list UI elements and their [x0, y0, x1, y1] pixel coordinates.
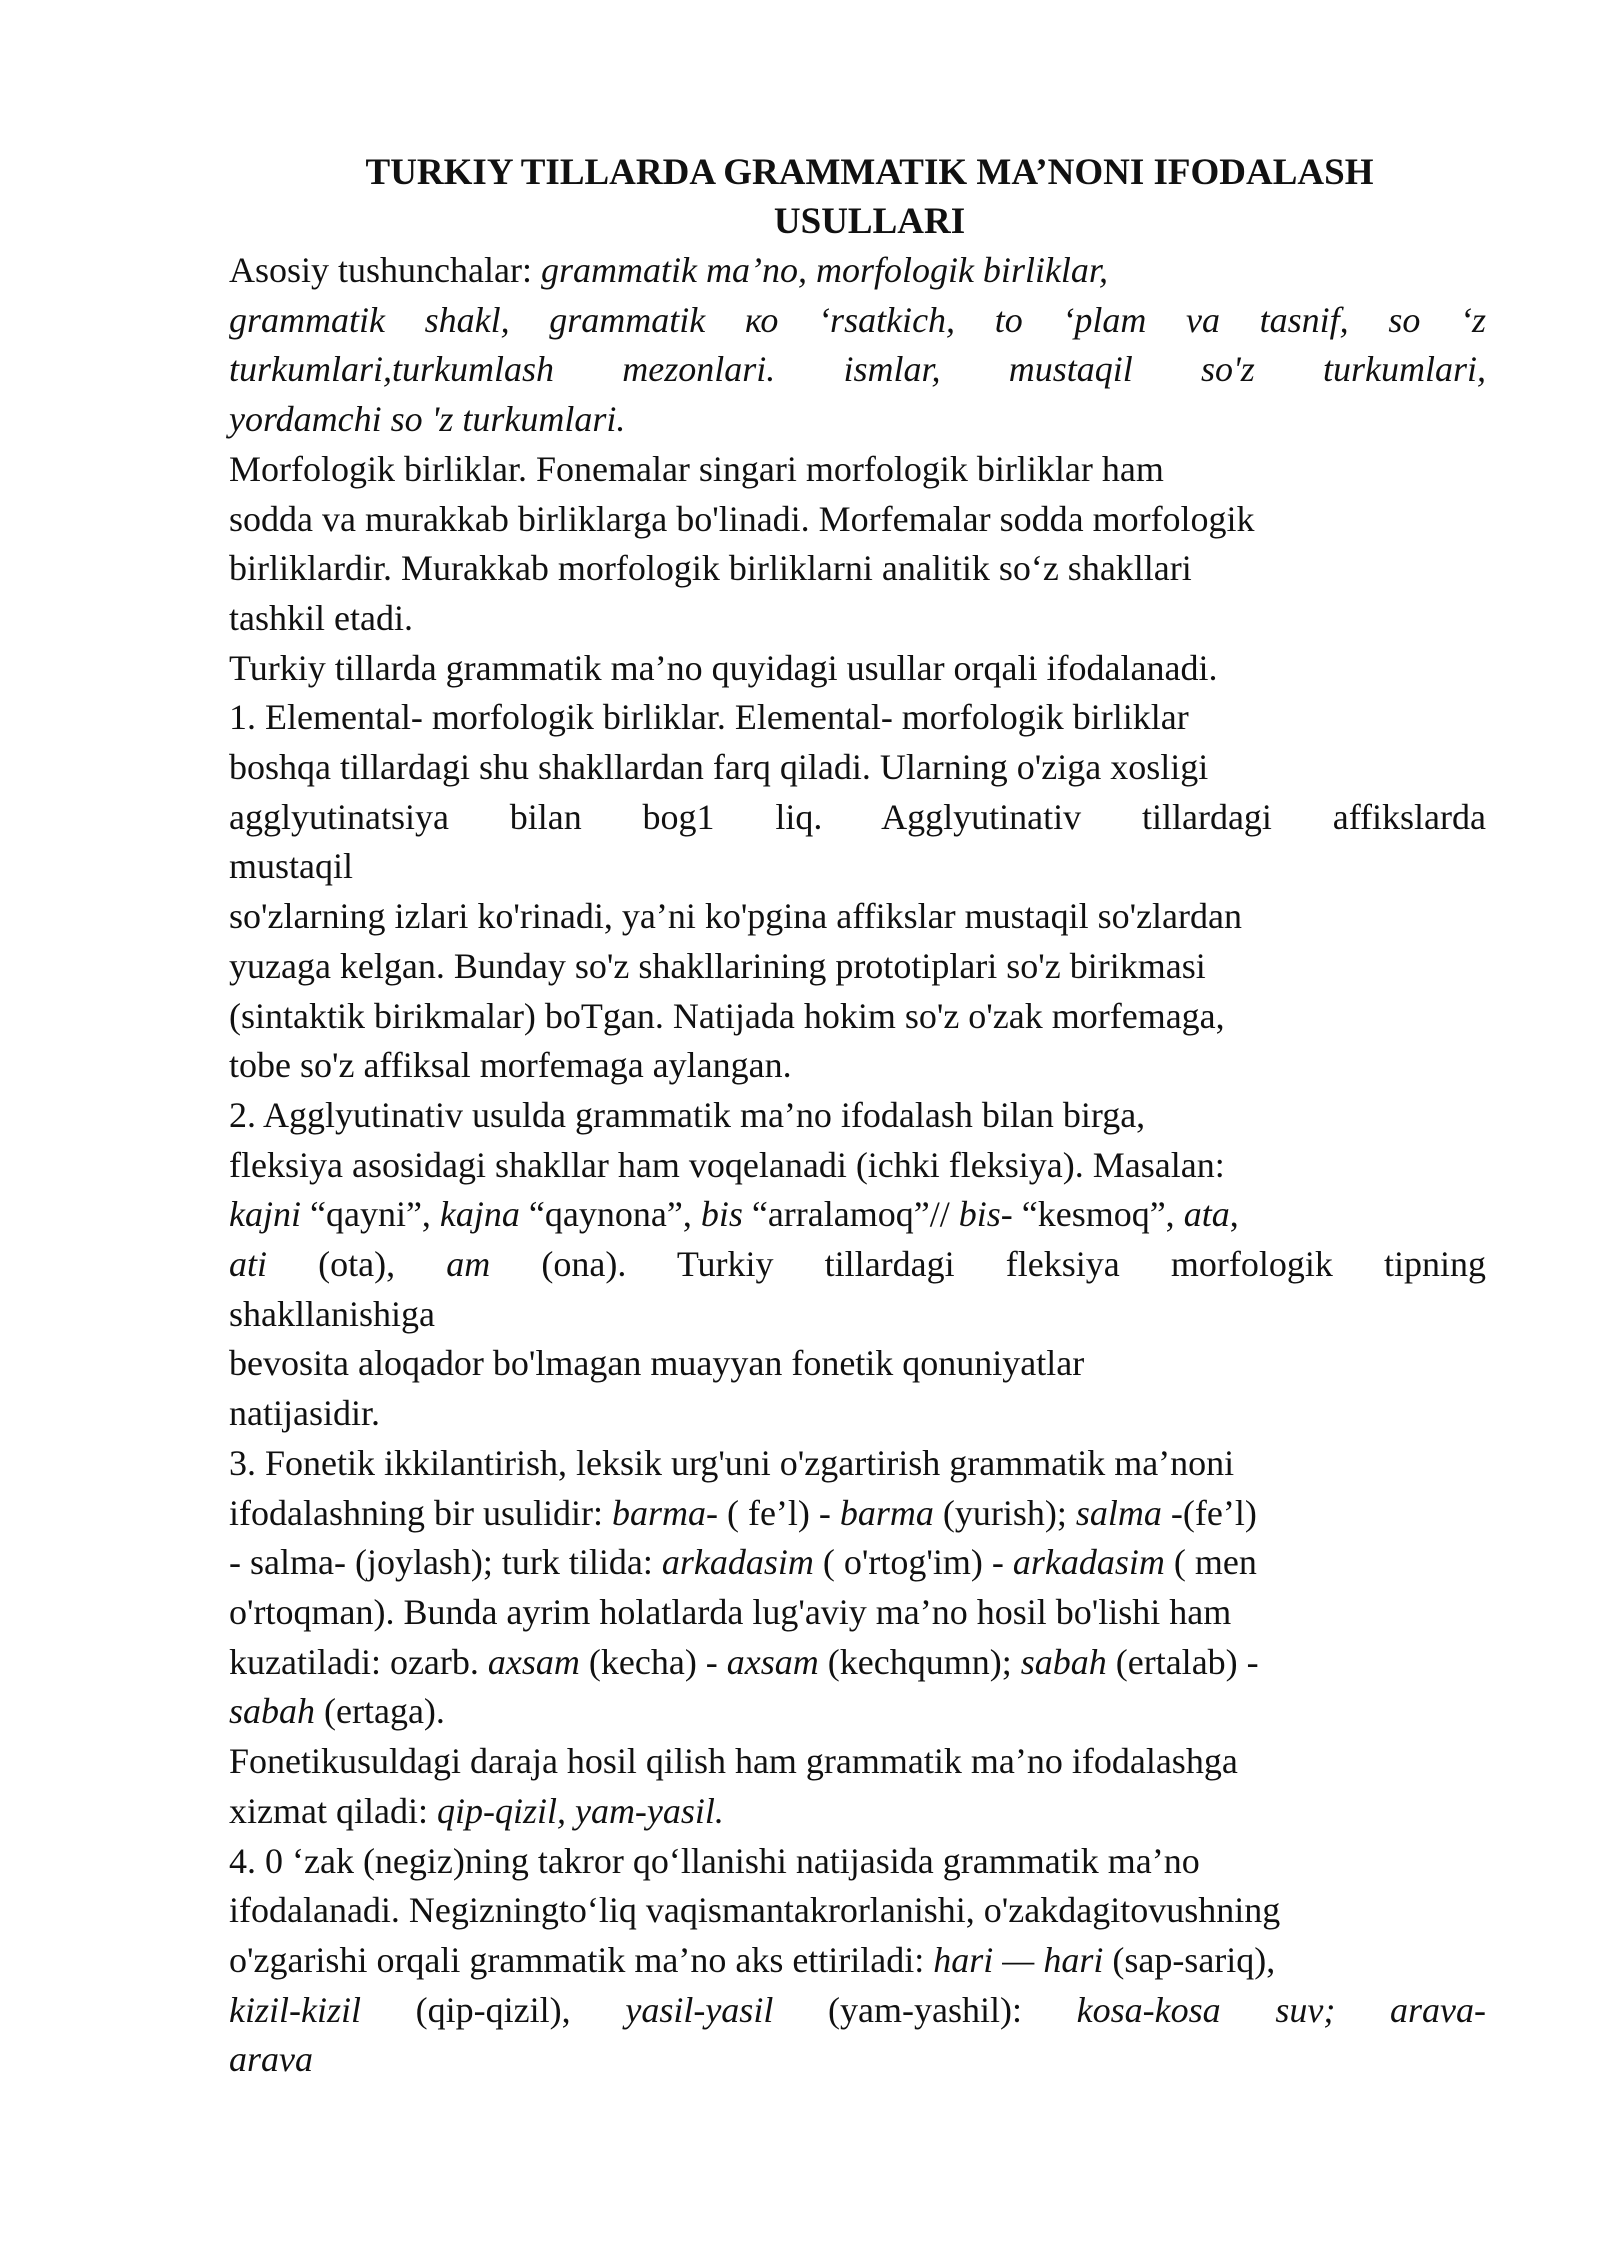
- text-line: sabah (ertaga).: [229, 1691, 445, 1732]
- text-line: mustaqil: [229, 846, 353, 887]
- example-word: qip-qizil, yam-yasil.: [436, 1790, 724, 1831]
- example-word: axsam: [487, 1641, 580, 1682]
- paragraph-phonetic-degree: [229, 1737, 1486, 1836]
- text-line: tashkil etadi.: [229, 597, 413, 638]
- text-line: fleksiya asosidagi shakllar ham voqelanadi (ichki fleksiya). Masalan:: [229, 1144, 1225, 1185]
- paragraph-2-agglutinative: [229, 1091, 1486, 1439]
- text-line: ifodalashning bir usulidir: barma- ( fe’l) - barma (yurish); salma -(fe’l): [229, 1492, 1257, 1533]
- example-word: arkadasim: [1012, 1542, 1165, 1583]
- key-concepts-line: turkumlari,turkumlash mezonlari. ismlar, mustaqil so'z turkumlari,: [229, 349, 1486, 390]
- key-concepts-label: Asosiy tushunchalar:: [229, 250, 541, 290]
- text-line: so'zlarning izlari ko'rinadi, ya’ni ko'pgina affikslar mustaqil so'zlardan: [229, 896, 1242, 937]
- example-word: hari — hari: [933, 1939, 1104, 1980]
- text-line: birliklardir. Murakkab morfologik birliklarni analitik so‘z shakllari: [229, 548, 1192, 589]
- text-line: o'rtoqman). Bunda ayrim holatlarda lug'aviy ma’no hosil bo'lishi ham: [229, 1591, 1232, 1632]
- text-line: [229, 2035, 1486, 2085]
- key-concepts-line: yordamchi so 'z turkumlari.: [229, 399, 626, 440]
- example-word: axsam: [726, 1641, 819, 1682]
- text-line: Morfologik birliklar. Fonemalar singari morfologik birliklar ham: [229, 448, 1164, 489]
- text-line: (sintaktik birikmalar) boTgan. Natijada hokim so'z o'zak morfemaga,: [229, 995, 1225, 1036]
- paragraph-3-phonetic: [229, 1439, 1486, 1737]
- key-concepts-line: [229, 246, 1486, 296]
- example-word: arava: [229, 2039, 313, 2080]
- document-page: [229, 148, 1486, 2085]
- example-word: am: [446, 1244, 491, 1285]
- example-word: kajni: [229, 1194, 301, 1235]
- example-word: barma: [839, 1492, 934, 1533]
- example-word: sabah: [229, 1691, 316, 1732]
- example-word: sabah: [1020, 1641, 1107, 1682]
- key-concepts-line: grammatik shakl, grammatik ко ‘rsatkich, to ‘plam va tasnif, so ‘z: [229, 299, 1486, 340]
- example-word: kajna: [439, 1194, 520, 1235]
- paragraph-methods-intro: Turkiy tillarda grammatik ma’no quyidagi usullar orqali ifodalanadi.: [229, 647, 1218, 688]
- example-word: barma-: [611, 1492, 718, 1533]
- example-word: bis: [700, 1194, 743, 1235]
- text-line: kizil-kizil (qip-qizil), yasil-yasil (yam-yashil): kosa-kosa suv; arava-: [229, 1989, 1486, 2030]
- example-word: yasil-yasil: [625, 1989, 774, 2030]
- text-line: ifodalanadi. Negizningto‘liq vaqismantakrorlanishi, o'zakdagitovushning: [229, 1890, 1281, 1931]
- text-line: shakllanishiga: [229, 1293, 435, 1334]
- text-line: o'zgarishi orqali grammatik ma’no aks ettiriladi: hari — hari (sap-sariq),: [229, 1939, 1276, 1980]
- paragraph-4-reduplication: [229, 1837, 1486, 2086]
- document-title: [229, 148, 1486, 246]
- text-line: ati (ota), am (ona). Turkiy tillardagi fleksiya morfologik tipning: [229, 1244, 1486, 1285]
- title-line-2: USULLARI: [773, 201, 966, 242]
- text-line: natijasidir.: [229, 1393, 380, 1434]
- text-line: kuzatiladi: ozarb. axsam (kecha) - axsam (kechqumn); sabah (ertalab) -: [229, 1641, 1259, 1682]
- text-line: 1. Elemental- morfologik birliklar. Elemental- morfologik birliklar: [229, 697, 1189, 738]
- example-word: ata: [1183, 1194, 1230, 1235]
- text-line: yuzaga kelgan. Bunday so'z shakllarining prototiplari so'z birikmasi: [229, 945, 1206, 986]
- title-line-1: TURKIY TILLARDA GRAMMATIK MA’NONI IFODALASH: [365, 152, 1374, 193]
- paragraph-morphological-units: [229, 445, 1486, 644]
- example-word: bis-: [958, 1194, 1013, 1235]
- paragraph-1-elemental: [229, 693, 1486, 1091]
- text-line: 4. 0 ‘zak (negiz)ning takror qo‘llanishi natijasida grammatik ma’no: [229, 1840, 1200, 1881]
- text-line: boshqa tillardagi shu shakllardan farq qiladi. Ularning o'ziga xosligi: [229, 747, 1209, 788]
- text-line: 2. Agglyutinativ usulda grammatik ma’no ifodalash bilan birga,: [229, 1094, 1146, 1135]
- key-concepts: [229, 246, 1486, 445]
- key-concepts-terms: grammatik ma’no, morfologik birliklar,: [540, 250, 1108, 290]
- text-line: Fonetikusuldagi daraja hosil qilish ham grammatik ma’no ifodalashga: [229, 1741, 1238, 1782]
- text-line: sodda va murakkab birliklarga bo'linadi. Morfemalar sodda morfologik: [229, 498, 1255, 539]
- example-word: arkadasim: [661, 1542, 814, 1583]
- text-line: agglyutinatsiya bilan bog1 liq. Agglyutinativ tillardagi affikslarda: [229, 796, 1486, 837]
- text-line: xizmat qiladi: qip-qizil, yam-yasil.: [229, 1790, 724, 1831]
- text-line: - salma- (joylash); turk tilida: arkadasim ( o'rtog'im) - arkadasim ( men: [229, 1542, 1257, 1583]
- text-line: tobe so'z affiksal morfemaga aylangan.: [229, 1045, 792, 1086]
- example-word: kizil-kizil: [229, 1989, 361, 2030]
- text-line: kajni “qayni”, kajna “qaynona”, bis “arralamoq”// bis- “kesmoq”, ata,: [229, 1194, 1239, 1235]
- example-word: ati: [229, 1244, 268, 1285]
- example-word: salma: [1075, 1492, 1162, 1533]
- example-word: kosa-kosa suv; arava-: [1076, 1989, 1486, 2030]
- text-line: bevosita aloqador bo'lmagan muayyan fonetik qonuniyatlar: [229, 1343, 1085, 1384]
- text-line: 3. Fonetik ikkilantirish, leksik urg'uni o'zgartirish grammatik ma’noni: [229, 1442, 1235, 1483]
